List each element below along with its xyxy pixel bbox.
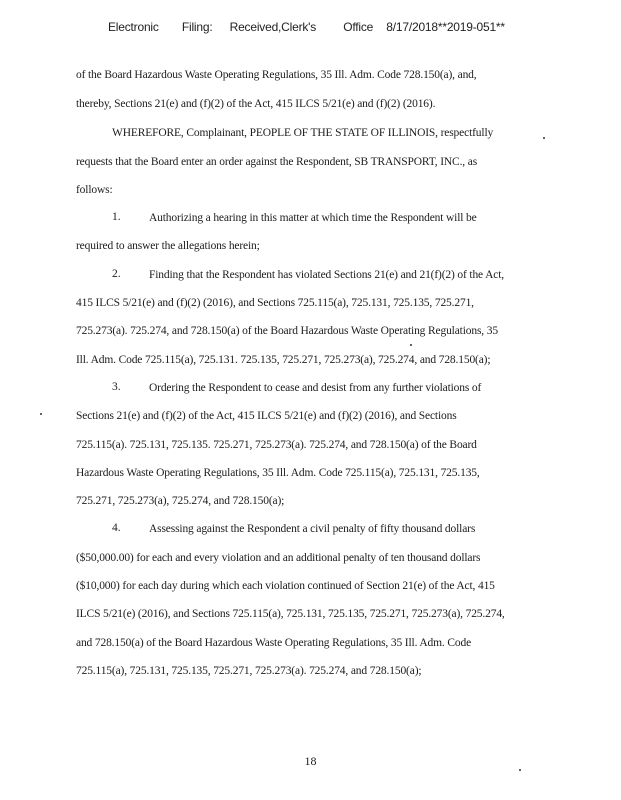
- item-number: 2.: [112, 268, 121, 280]
- item-number: 1.: [112, 211, 121, 223]
- body-line: ($50,000.00) for each and every violation and an additional penalty of ten thousand dollars: [76, 552, 481, 564]
- item-4-text: Assessing against the Respondent a civil penalty of fifty thousand dollars: [149, 523, 476, 535]
- body-line: Sections 21(e) and (f)(2) of the Act, 415 ILCS 5/21(e) and (f)(2) (2016), and Sections: [76, 410, 457, 422]
- body-line: thereby, Sections 21(e) and (f)(2) of the Act, 415 ILCS 5/21(e) and (f)(2) (2016).: [76, 98, 436, 110]
- header-office: Office: [343, 20, 374, 34]
- item-3-text: Ordering the Respondent to cease and desist from any further violations of: [149, 382, 482, 394]
- body-line: 725.271, 725.273(a), 725.274, and 728.150(a);: [76, 495, 285, 507]
- header-received: Received,Clerk's: [229, 20, 317, 34]
- body-line: 725.115(a). 725.131, 725.135. 725.271, 725.273(a). 725.274, and 728.150(a) of the Board: [76, 439, 477, 451]
- scan-speck: [40, 413, 42, 415]
- body-line: and 728.150(a) of the Board Hazardous Waste Operating Regulations, 35 Ill. Adm. Code: [76, 637, 472, 649]
- scan-speck: [410, 344, 412, 346]
- scan-speck: [519, 769, 521, 771]
- body-line: required to answer the allegations herein;: [76, 240, 260, 252]
- body-line: requests that the Board enter an order against the Respondent, SB TRANSPORT, INC., as: [76, 156, 478, 168]
- filing-stamp-header: [108, 20, 505, 34]
- item-2-text: Finding that the Respondent has violated Sections 21(e) and 21(f)(2) of the Act,: [149, 269, 504, 281]
- body-line: Ill. Adm. Code 725.115(a), 725.131. 725.135, 725.271, 725.273(a), 725.274, and 728.150(a);: [76, 354, 491, 366]
- body-line: Hazardous Waste Operating Regulations, 35 Ill. Adm. Code 725.115(a), 725.131, 725.135,: [76, 467, 480, 479]
- header-filing: Filing:: [181, 20, 213, 34]
- header-stamp: 8/17/2018**2019-051**: [386, 20, 505, 34]
- page-number: 18: [304, 754, 317, 768]
- body-line: 725.115(a), 725.131, 725.135, 725.271, 725.273(a). 725.274, and 728.150(a);: [76, 665, 422, 677]
- body-line: follows:: [76, 184, 113, 196]
- body-line: ($10,000) for each day during which each violation continued of Section 21(e) of the Act, 415: [76, 580, 495, 592]
- item-number: 4.: [112, 522, 121, 534]
- header-electronic: Electronic: [108, 20, 159, 34]
- wherefore-line: WHEREFORE, Complainant, PEOPLE OF THE STATE OF ILLINOIS, respectfully: [112, 127, 494, 139]
- body-line: ILCS 5/21(e) (2016), and Sections 725.115(a), 725.131, 725.135, 725.271, 725.273(a), 725.274,: [76, 608, 505, 620]
- item-1-text: Authorizing a hearing in this matter at which time the Respondent will be: [149, 212, 477, 224]
- body-line: 725.273(a). 725.274, and 728.150(a) of the Board Hazardous Waste Operating Regulations, 35: [76, 325, 498, 337]
- body-line: 415 ILCS 5/21(e) and (f)(2) (2016), and Sections 725.115(a), 725.131, 725.135, 725.271,: [76, 297, 474, 309]
- body-line: of the Board Hazardous Waste Operating Regulations, 35 Ill. Adm. Code 728.150(a), and,: [76, 69, 477, 81]
- scan-speck: [543, 137, 545, 139]
- item-number: 3.: [112, 381, 121, 393]
